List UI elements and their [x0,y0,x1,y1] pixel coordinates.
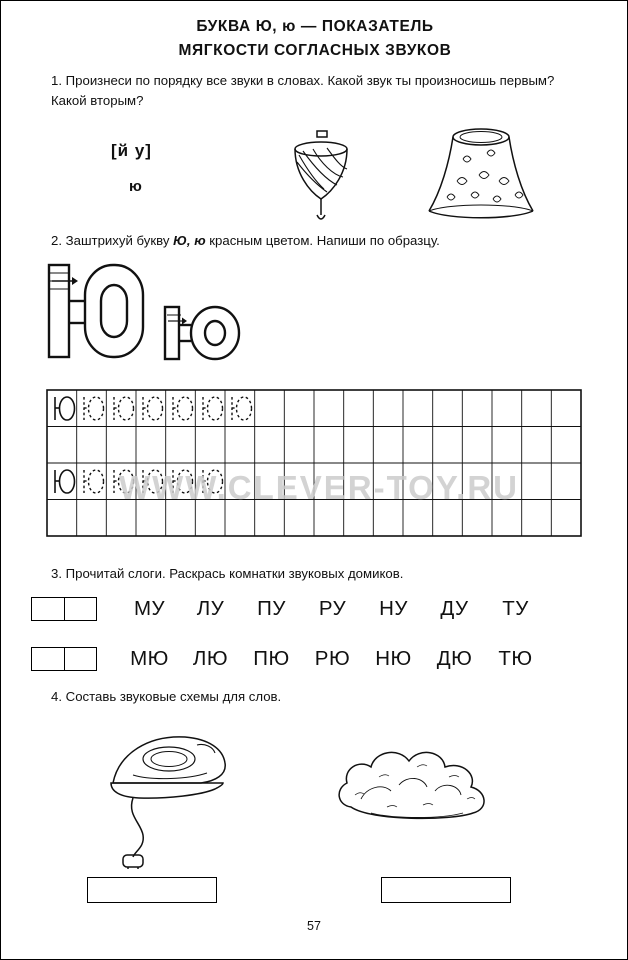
syllable: НУ [379,597,408,620]
syllable-row-1 [31,597,546,621]
iron-icon [97,719,247,874]
syllable: ДЮ [436,647,473,670]
task-3-number: 3. [51,566,62,581]
task-2-letters: Ю, ю [173,233,206,248]
cloud-icon [331,729,501,854]
page-title [61,15,569,63]
writing-grid [46,389,582,542]
task-4 [51,687,591,707]
syllable: ТЮ [498,647,533,670]
syllable: ПУ [257,597,286,620]
spinning-top-icon [269,129,379,234]
syllable: РУ [318,597,347,620]
syllable: МУ [133,597,166,620]
answer-box-cloud[interactable] [381,877,511,903]
sound-house-cell[interactable] [65,598,97,620]
syllable: ЛЮ [192,647,229,670]
task-4-number: 4. [51,689,62,704]
answer-box-iron[interactable] [87,877,217,903]
syllable: ДУ [440,597,469,620]
syllable: РЮ [314,647,351,670]
sound-house-cell[interactable] [32,598,65,620]
syllable: НЮ [375,647,412,670]
page-title-line-2: МЯГКОСТИ СОГЛАСНЫХ ЗВУКОВ [178,42,452,59]
watermark: WWW.CLEVER-TOY.RU [118,469,520,506]
task-1-number: 1. [51,73,62,88]
task-3-text: Прочитай слоги. Раскрась комнатки звуковых домиков. [65,566,404,581]
task-2-number: 2. [51,233,62,248]
task-1 [51,71,581,111]
syllable-row-2 [31,647,546,671]
task-1-text: Произнеси по порядку все звуки в словах. Какой звук ты произносишь первым? Какой вторым? [51,73,555,108]
page-title-line-1: БУКВА Ю, ю — ПОКАЗАТЕЛЬ [196,18,434,35]
sound-house-row-1[interactable] [31,597,97,621]
sound-house-row-2[interactable] [31,647,97,671]
task-2-text-after: красным цветом. Напиши по образцу. [205,233,440,248]
task-2-text-before: Заштрихуй букву [65,233,174,248]
task-2 [51,231,591,251]
sound-house-cell[interactable] [65,648,97,670]
syllable: ЛУ [196,597,225,620]
task-4-text: Составь звуковые схемы для слов. [65,689,282,704]
page-number: 57 [307,919,321,933]
transcription-label: [й у] [111,141,152,160]
task-3 [51,564,591,584]
sound-house-cell[interactable] [32,648,65,670]
letter-label-yu: ю [129,178,142,195]
syllable: ТУ [502,597,529,620]
syllable: ПЮ [253,647,290,670]
big-outline-letters [39,259,299,374]
syllable: МЮ [130,647,169,670]
lampshade-icon [421,119,541,234]
